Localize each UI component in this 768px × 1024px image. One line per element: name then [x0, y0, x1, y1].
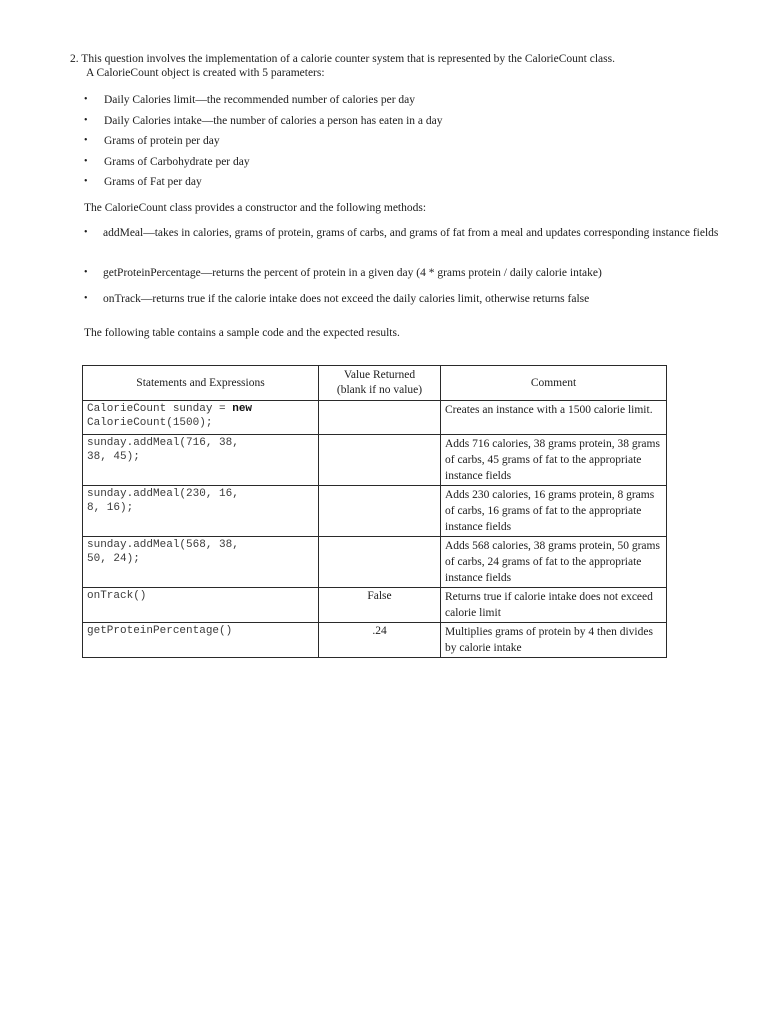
statement-cell: onTrack()	[83, 588, 319, 623]
value-cell	[319, 435, 441, 486]
table-row	[83, 435, 667, 486]
question-prompt	[70, 52, 720, 80]
value-cell: False	[319, 588, 441, 623]
comment-cell: Adds 716 calories, 38 grams protein, 38 grams of carbs, 45 grams of fat to the appropriate instance fields	[441, 435, 667, 486]
bullet-icon: •	[84, 135, 88, 146]
question-line-2: A CalorieCount object is created with 5 parameters:	[86, 67, 325, 79]
list-item: • Daily Calories intake—the number of calories a person has eaten in a day	[84, 111, 443, 132]
parameter-list	[84, 90, 443, 193]
statement-cell: CalorieCount sunday = new CalorieCount(1500);	[83, 401, 319, 435]
table-row	[83, 623, 667, 658]
statement-cell: sunday.addMeal(230, 16, 8, 16);	[83, 486, 319, 537]
list-item: • Grams of protein per day	[84, 131, 443, 152]
method-list	[84, 226, 724, 312]
statement-cell: sunday.addMeal(716, 38, 38, 45);	[83, 435, 319, 486]
statement-cell: sunday.addMeal(568, 38, 50, 24);	[83, 537, 319, 588]
bullet-icon: •	[84, 94, 88, 105]
list-item: • Grams of Carbohydrate per day	[84, 152, 443, 173]
table-row	[83, 401, 667, 435]
methods-intro: The CalorieCount class provides a constructor and the following methods:	[84, 202, 427, 214]
table-row	[83, 588, 667, 623]
question-line-1: 2. This question involves the implementation of a calorie counter system that is represented by the CalorieCount class.	[70, 53, 615, 65]
table-intro: The following table contains a sample code and the expected results.	[84, 327, 400, 339]
comment-cell: Multiplies grams of protein by 4 then divides by calorie intake	[441, 623, 667, 658]
list-item: • getProteinPercentage—returns the percent of protein in a given day (4 * grams protein / daily calorie intake)	[84, 267, 602, 279]
value-cell	[319, 537, 441, 588]
comment-cell: Creates an instance with a 1500 calorie limit.	[441, 401, 667, 435]
header-comment: Comment	[441, 366, 667, 401]
value-cell	[319, 486, 441, 537]
list-item: • Grams of Fat per day	[84, 172, 443, 193]
comment-cell: Adds 568 calories, 38 grams protein, 50 grams of carbs, 24 grams of fat to the appropriate instance fields	[441, 537, 667, 588]
bullet-icon: •	[84, 293, 88, 304]
sample-code-table	[82, 365, 667, 658]
header-value-returned: Value Returned (blank if no value)	[319, 366, 441, 401]
list-item: • Daily Calories limit—the recommended number of calories per day	[84, 90, 443, 111]
bullet-icon: •	[84, 176, 88, 187]
bullet-icon: •	[84, 267, 88, 278]
bullet-icon: •	[84, 114, 88, 126]
bullet-icon: •	[84, 155, 88, 167]
statement-cell: getProteinPercentage()	[83, 623, 319, 658]
table-header-row	[83, 366, 667, 401]
value-cell	[319, 401, 441, 435]
bullet-icon: •	[84, 227, 88, 238]
header-statements: Statements and Expressions	[83, 366, 319, 401]
table-row	[83, 537, 667, 588]
list-item: • onTrack—returns true if the calorie intake does not exceed the daily calories limit, otherwise returns false	[84, 293, 590, 305]
comment-cell: Returns true if calorie intake does not exceed calorie limit	[441, 588, 667, 623]
list-item: • addMeal—takes in calories, grams of protein, grams of carbs, and grams of fat from a meal and updates corresponding instance fields	[84, 227, 719, 239]
comment-cell: Adds 230 calories, 16 grams protein, 8 grams of carbs, 16 grams of fat to the appropriate instance fields	[441, 486, 667, 537]
table-row	[83, 486, 667, 537]
value-cell: .24	[319, 623, 441, 658]
